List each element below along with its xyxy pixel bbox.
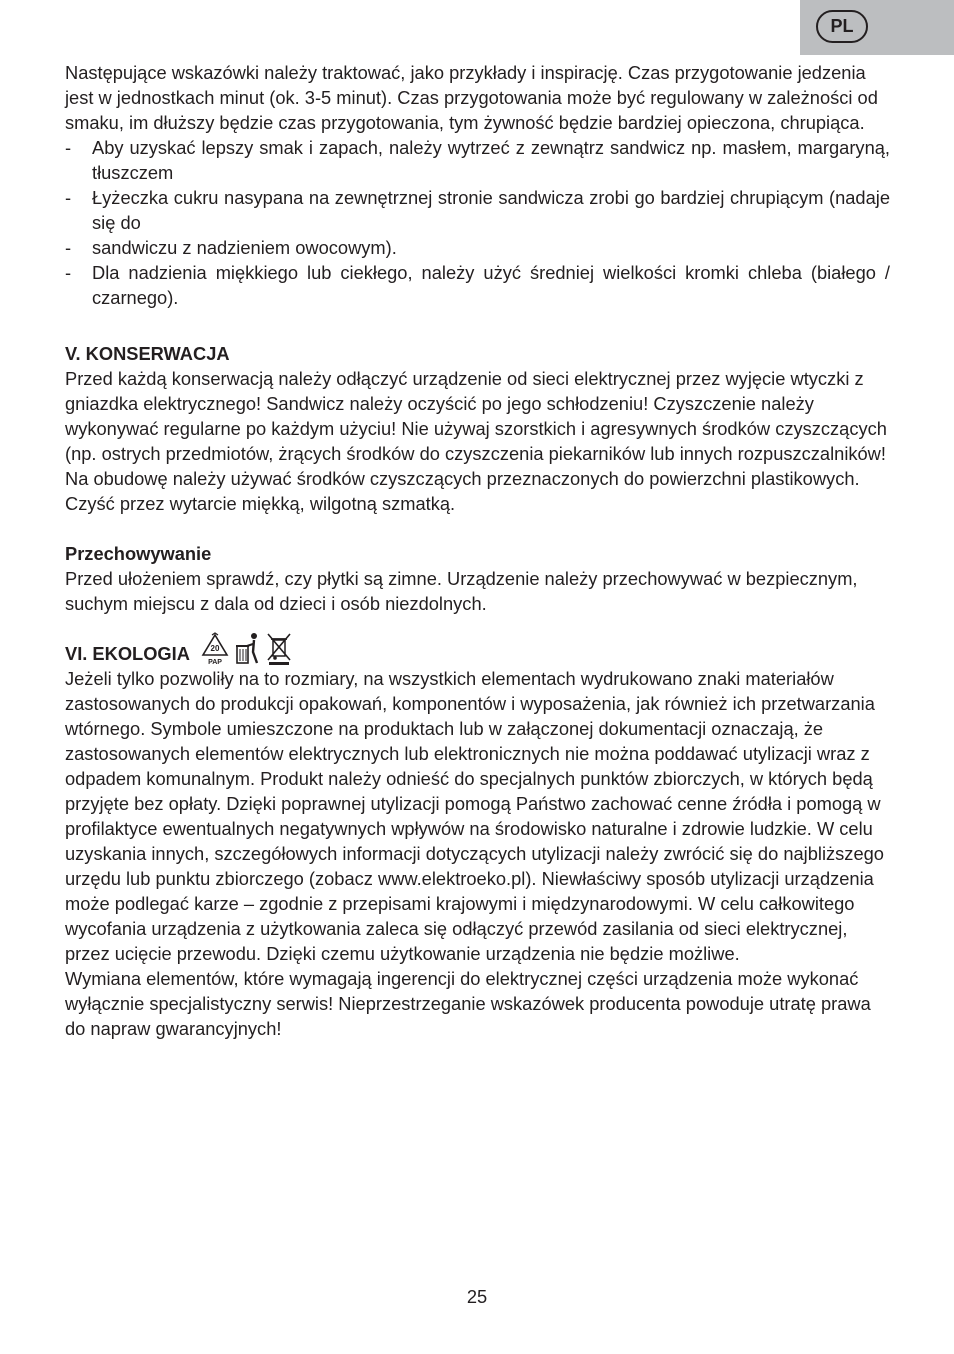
document-body bbox=[65, 60, 890, 1041]
storage-heading: Przechowywanie bbox=[65, 543, 212, 564]
list-item: - Dla nadzienia miękkiego lub ciekłego, należy użyć średniej wielkości kromki chleba (białego / czarnego). bbox=[65, 262, 890, 308]
ecology-heading: VI. EKOLOGIA bbox=[65, 643, 190, 664]
language-badge: PL bbox=[816, 10, 868, 43]
crossed-out-wheelie-bin-icon bbox=[266, 632, 292, 666]
list-item: - sandwiczu z nadzieniem owocowym). bbox=[65, 237, 397, 258]
tidy-man-bin-icon bbox=[234, 632, 262, 666]
page-number: 25 bbox=[466, 1286, 488, 1307]
ecology-warranty-text: Wymiana elementów, które wymagają ingerencji do elektrycznej części urządzenia może wykonać wyłącznie specjalistyczny serwis! Nieprzestrzeganie wskazówek producenta powoduje utratę prawa do napraw gwarancyjnych! bbox=[65, 968, 871, 1039]
maintenance-heading: V. KONSERWACJA bbox=[65, 343, 230, 364]
language-tab bbox=[800, 0, 954, 55]
ecology-header bbox=[65, 628, 890, 666]
storage-text: Przed ułożeniem sprawdź, czy płytki są zimne. Urządzenie należy przechowywać w bezpiecznym, suchym miejscu z dala od dzieci i osób niezdolnych. bbox=[65, 568, 858, 614]
recycling-20-pap-icon bbox=[200, 632, 230, 666]
list-item: - Łyżeczka cukru nasypana na zewnętrznej stronie sandwicza zrobi go bardziej chrupiącym (nadaje się do bbox=[65, 187, 890, 233]
ecology-icons bbox=[200, 632, 292, 666]
list-item: - Aby uzyskać lepszy smak i zapach, należy wytrzeć z zewnątrz sandwicz np. masłem, margaryną, tłuszczem bbox=[65, 137, 890, 183]
svg-text:PAP: PAP bbox=[208, 659, 222, 666]
tips-list bbox=[65, 135, 890, 310]
ecology-text: Jeżeli tylko pozwoliły na to rozmiary, na wszystkich elementach wydrukowano znaki materiałów zastosowanych do produkcji opakowań, komponentów i wyposażenia, jak również ich przetwarzania wtórnego. Symbole umieszczone na produktach lub w załączonej dokumentacji oznaczają, że zastosowanych elementów elektrycznych lub elektronicznych nie można poddawać utylizacji wraz z odpadem komunalnym. Produkt należy odnieść do specjalnych punktów zbiorczych, w których będą przyjęte bez opłaty. Dzięki poprawnej utylizacji pomogą Państwo zachować cenne źródła i pomogą w profilaktyce ewentualnych negatywnych wpływów na środowisko naturalne i zdrowie ludzkie. W celu uzyskania innych, szczegółowych informacji dotyczących utylizacji należy zwrócić się do najbliższego urzędu lub punktu zbiorczego (zobacz www.elektroeko.pl). Niewłaściwy sposób utylizacji urządzenia może podlegać karze – zgodnie z przepisami krajowymi i międzynarodowymi. W celu całkowitego wycofania urządzenia z użytkowania zaleca się odłączyć przewód zasilania od sieci elektrycznej, przez ucięcie przewodu. Dzięki czemu użytkowanie urządzenia nie będzie możliwe. bbox=[65, 668, 884, 964]
maintenance-text: Przed każdą konserwacją należy odłączyć urządzenie od sieci elektrycznej przez wyjęcie wtyczki z gniazdka elektrycznego! Sandwicz należy oczyścić po jego schłodzeniu! Czyszczenie należy wykonywać regularne po każdym użyciu! Nie używaj szorstkich i agresywnych środków czyszczących (np. ostrych przedmiotów, żrących środków do czyszczenia piekarników lub innych rozpuszczalników! Na obudowę należy używać środków czyszczących przeznaczonych do powierzchni plastikowych. Czyść przez wytarcie miękką, wilgotną szmatką. bbox=[65, 368, 887, 514]
intro-paragraph: Następujące wskazówki należy traktować, jako przykłady i inspirację. Czas przygotowanie jedzenia jest w jednostkach minut (ok. 3-5 minut). Czas przygotowania może być regulowany w zależności od smaku, im dłuższy będzie czas przygotowania, tym żywność będzie bardziej opieczona, chrupiąca. bbox=[65, 62, 878, 133]
svg-text:20: 20 bbox=[210, 644, 220, 653]
